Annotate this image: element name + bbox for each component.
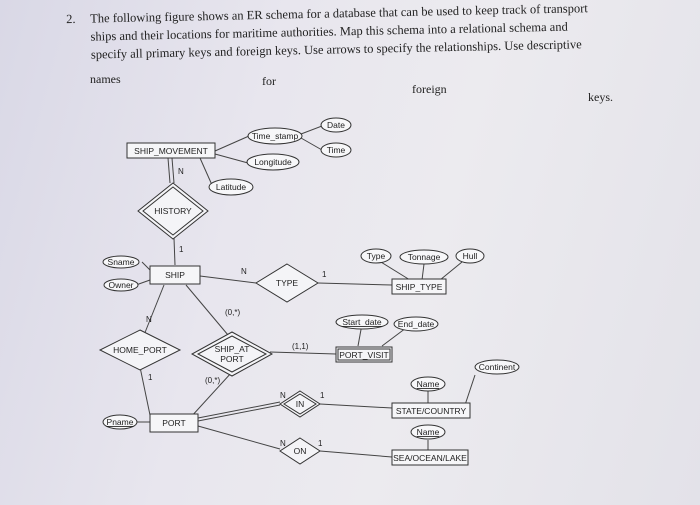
- question-line-3: specify all primary keys and foreign keys. Use arrows to specify the relationships. Use descriptive: [90, 37, 582, 62]
- attribute-time-stamp-label: Time_stamp: [251, 131, 299, 141]
- entity-ship-movement: [127, 143, 215, 158]
- attribute-type-label: Type: [366, 251, 386, 261]
- card-homeport-ship: N: [146, 315, 152, 324]
- line-timestamp-time: [301, 138, 322, 150]
- attribute-hull: [456, 249, 484, 263]
- card-homeport-port: 1: [148, 373, 153, 382]
- line-movement-history-a: [168, 158, 170, 183]
- question-fragment-names: names: [90, 72, 121, 86]
- entity-ship-movement-label: SHIP_MOVEMENT: [134, 146, 208, 156]
- attribute-state-name: [411, 377, 445, 391]
- card-on-sea: 1: [318, 439, 323, 448]
- attribute-time-label: Time: [326, 145, 346, 155]
- line-ship-shipat: [186, 285, 228, 335]
- attribute-end-date: [394, 317, 438, 331]
- attribute-latitude: [209, 179, 253, 195]
- attribute-type: [361, 249, 391, 263]
- relationship-type-label: TYPE: [275, 278, 299, 288]
- attribute-continent-label: Continent: [478, 362, 516, 372]
- entity-port: [150, 414, 198, 432]
- card-ship-shipat: (0,*): [225, 308, 241, 317]
- relationship-in: [280, 391, 320, 417]
- attribute-sea-name-label: Name: [416, 427, 440, 437]
- entity-ship-type: [392, 279, 446, 294]
- line-shiptype-hull: [440, 262, 462, 280]
- attribute-time-stamp: [248, 128, 302, 144]
- attribute-continent: [475, 360, 519, 374]
- entity-port-visit-label: PORT_VISIT: [339, 350, 389, 360]
- attribute-owner-label: Owner: [108, 280, 134, 290]
- line-movement-history-b: [172, 158, 174, 183]
- line-state-continent: [465, 375, 475, 405]
- entity-port-label: PORT: [162, 418, 186, 428]
- card-port-shipat: (0,*): [205, 376, 221, 385]
- relationship-ship-at-label-1: SHIP_AT: [214, 344, 250, 354]
- line-shiptype-tonnage: [422, 264, 424, 280]
- line-port-in-b: [198, 405, 280, 421]
- attribute-owner: [104, 279, 138, 291]
- entity-state-country: [392, 403, 470, 418]
- card-on-port: N: [280, 439, 286, 448]
- attribute-pname: [103, 415, 137, 429]
- attribute-sea-name: [411, 425, 445, 439]
- card-ship-type-n: N: [241, 267, 247, 276]
- attribute-latitude-label: Latitude: [215, 182, 247, 192]
- line-type-shiptype: [318, 283, 392, 285]
- card-in-port: N: [280, 391, 286, 400]
- relationship-on: [280, 438, 320, 464]
- question-fragment-keys: keys.: [588, 90, 613, 104]
- relationship-history-label: HISTORY: [154, 206, 192, 216]
- attribute-end-date-label: End_date: [397, 319, 435, 329]
- attribute-sname: [103, 256, 139, 268]
- line-movement-latitude: [200, 158, 212, 185]
- line-in-state: [320, 404, 392, 408]
- line-shipat-portvisit: [270, 352, 336, 354]
- line-movement-timestamp: [215, 136, 249, 151]
- attribute-time: [321, 143, 351, 157]
- relationship-in-label: IN: [295, 399, 305, 409]
- question-line-1: The following figure shows an ER schema for a database that can be used to keep track of transport: [90, 1, 588, 26]
- attribute-pname-label: Pname: [106, 417, 134, 427]
- line-movement-longitude: [215, 154, 248, 163]
- line-ship-sname: [142, 262, 150, 270]
- relationship-ship-at-label-2: PORT: [220, 354, 244, 364]
- attribute-tonnage: [400, 250, 448, 264]
- entity-sea-ocean-lake: [392, 450, 468, 465]
- attribute-start-date-label: Start_date: [342, 317, 382, 327]
- entity-ship-label: SHIP: [165, 270, 185, 280]
- card-history-ship: 1: [179, 245, 184, 254]
- line-ship-homeport: [142, 285, 164, 340]
- card-shipat-portvisit: (1,1): [292, 342, 309, 351]
- question-fragment-for: for: [262, 74, 276, 88]
- line-timestamp-date: [301, 126, 322, 134]
- relationship-history: [138, 183, 208, 239]
- line-ship-type: [200, 276, 256, 283]
- attribute-longitude: [247, 154, 299, 170]
- attribute-hull-label: Hull: [462, 251, 478, 261]
- question-line-2: ships and their locations for maritime authorities. Map this schema into a relational schema and: [90, 19, 568, 44]
- attribute-date-label: Date: [327, 120, 345, 130]
- attribute-date: [321, 118, 351, 132]
- entity-ship-type-label: SHIP_TYPE: [395, 282, 443, 292]
- card-in-state: 1: [320, 391, 325, 400]
- attribute-state-name-label: Name: [416, 379, 440, 389]
- relationship-home-port-label: HOME_PORT: [113, 345, 167, 355]
- line-port-in-a: [198, 402, 280, 418]
- attribute-longitude-label: Longitude: [254, 157, 292, 167]
- line-on-sea: [320, 451, 392, 457]
- relationship-home-port: [100, 330, 180, 370]
- question-fragment-foreign: foreign: [412, 82, 447, 96]
- attribute-tonnage-label: Tonnage: [407, 252, 441, 262]
- relationship-type: [256, 264, 318, 302]
- attribute-start-date: [336, 315, 388, 329]
- relationship-on-label: ON: [293, 446, 307, 456]
- line-history-ship: [174, 238, 175, 265]
- line-portvisit-enddate: [382, 328, 406, 346]
- relationship-ship-at-port: [192, 332, 272, 376]
- question-number: 2.: [66, 11, 76, 27]
- card-movement-history: N: [178, 167, 184, 176]
- entity-state-country-label: STATE/COUNTRY: [395, 406, 467, 416]
- entity-port-visit: [336, 347, 392, 362]
- line-port-on: [198, 426, 280, 449]
- attribute-sname-label: Sname: [107, 257, 135, 267]
- card-type-shiptype: 1: [322, 270, 327, 279]
- entity-ship: [150, 266, 200, 284]
- entity-sea-ocean-lake-label: SEA/OCEAN/LAKE: [393, 453, 467, 463]
